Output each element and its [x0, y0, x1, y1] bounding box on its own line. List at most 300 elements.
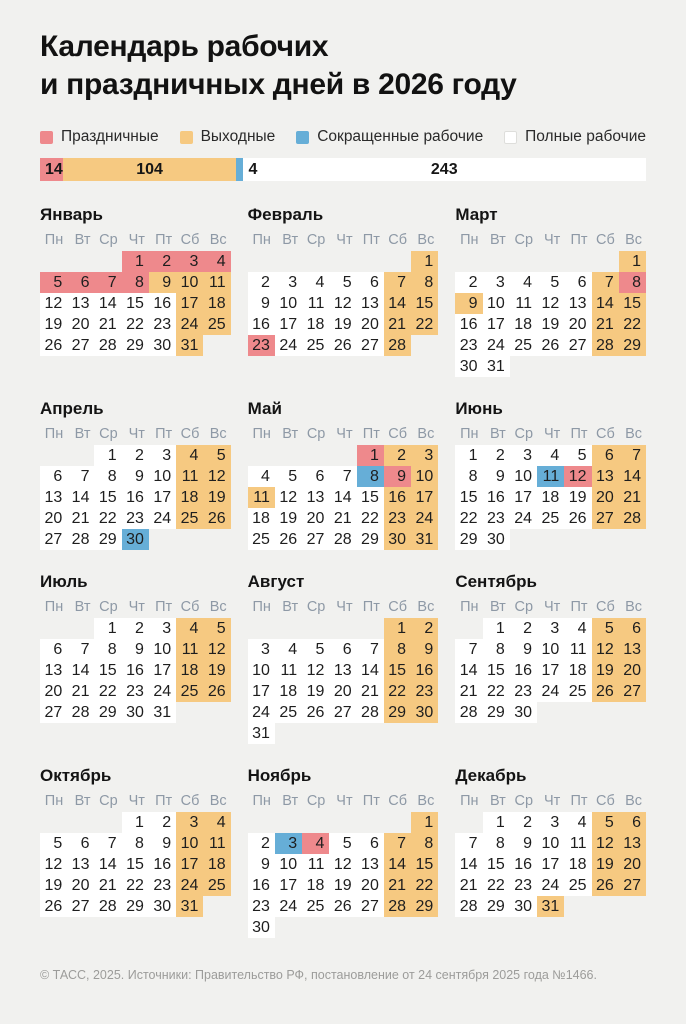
weekday-label: Пн [44, 793, 64, 809]
summary-stacked-bar [40, 158, 646, 181]
legend-item-holiday [40, 128, 159, 146]
day-cell-work: 23 [483, 508, 510, 529]
month-7 [40, 572, 231, 723]
day-cell-work: 30 [248, 917, 275, 938]
day-cell-work: 11 [564, 639, 591, 660]
day-cell-weekend: 29 [619, 335, 646, 356]
day-cell-work: 6 [329, 639, 356, 660]
weekday-label: Пн [460, 232, 479, 248]
day-cell-work: 3 [537, 618, 564, 639]
day-cell-weekend: 7 [592, 272, 619, 293]
day-cell-work: 27 [40, 529, 67, 550]
weekday-label: Пт [570, 599, 588, 615]
weekday-label: Ср [306, 793, 326, 809]
weekday-label: Пт [155, 232, 173, 248]
empty-cell [67, 618, 94, 639]
weekday-label: Сб [180, 232, 200, 248]
day-cell-work: 19 [537, 314, 564, 335]
day-cell-weekend: 31 [537, 896, 564, 917]
day-cell-work: 24 [248, 702, 275, 723]
empty-cell [67, 812, 94, 833]
day-cell-work: 15 [483, 854, 510, 875]
empty-cell [248, 812, 275, 833]
weekday-label: Вт [489, 426, 506, 442]
day-cell-weekend: 10 [176, 833, 203, 854]
day-cell-work: 18 [302, 314, 329, 335]
weekday-label: Ср [99, 232, 118, 248]
month-5 [248, 399, 439, 550]
day-cell-work: 23 [122, 681, 149, 702]
day-cell-work: 12 [537, 293, 564, 314]
day-cell-weekend: 19 [592, 660, 619, 681]
day-cell-weekend: 22 [411, 875, 438, 896]
day-cell-work: 7 [67, 466, 94, 487]
month-day-grid [40, 230, 231, 356]
day-cell-work: 10 [537, 833, 564, 854]
day-cell-work: 26 [564, 508, 591, 529]
day-cell-weekend: 10 [176, 272, 203, 293]
day-cell-work: 28 [357, 702, 384, 723]
weekday-label: Пт [362, 232, 380, 248]
weekday-label: Сб [388, 599, 408, 615]
day-cell-work: 2 [483, 445, 510, 466]
day-cell-weekend: 15 [411, 293, 438, 314]
day-cell-work: 8 [122, 833, 149, 854]
day-cell-work: 16 [122, 660, 149, 681]
day-cell-work: 26 [329, 335, 356, 356]
day-cell-work: 21 [94, 314, 121, 335]
month-title: Декабрь [455, 766, 527, 785]
day-cell-work: 13 [67, 293, 94, 314]
day-cell-work: 30 [510, 896, 537, 917]
day-cell-work: 9 [149, 833, 176, 854]
day-cell-work: 27 [40, 702, 67, 723]
weekday-label: Чт [336, 426, 353, 442]
day-cell-work: 6 [40, 466, 67, 487]
day-cell-weekend: 20 [619, 660, 646, 681]
empty-cell [592, 251, 619, 272]
empty-cell [329, 445, 356, 466]
day-cell-work: 7 [455, 833, 482, 854]
day-cell-weekend: 12 [592, 833, 619, 854]
month-day-grid [248, 230, 439, 356]
day-cell-work: 14 [94, 293, 121, 314]
bar-segment-work [243, 158, 646, 181]
day-cell-work: 21 [455, 875, 482, 896]
month-6 [455, 399, 646, 550]
day-cell-work: 22 [483, 875, 510, 896]
day-cell-short: 8 [357, 466, 384, 487]
day-cell-work: 24 [483, 335, 510, 356]
weekday-label: Сб [180, 599, 200, 615]
weekday-label: Вт [489, 793, 506, 809]
day-cell-work: 8 [94, 639, 121, 660]
day-cell-weekend: 23 [384, 508, 411, 529]
day-cell-work: 22 [94, 681, 121, 702]
day-cell-weekend: 21 [619, 487, 646, 508]
day-cell-weekend: 5 [203, 445, 230, 466]
day-cell-work: 13 [40, 487, 67, 508]
day-cell-work: 30 [149, 896, 176, 917]
day-cell-work: 7 [329, 466, 356, 487]
month-day-grid [455, 791, 646, 917]
day-cell-work: 12 [40, 293, 67, 314]
day-cell-weekend: 4 [176, 618, 203, 639]
day-cell-weekend: 17 [176, 293, 203, 314]
day-cell-work: 17 [537, 854, 564, 875]
legend [40, 128, 646, 146]
day-cell-work: 20 [357, 314, 384, 335]
legend-item-weekend [180, 128, 276, 146]
empty-cell [275, 251, 302, 272]
empty-cell [483, 251, 510, 272]
day-cell-work: 19 [329, 875, 356, 896]
empty-cell [302, 251, 329, 272]
day-cell-weekend: 31 [176, 335, 203, 356]
day-cell-weekend: 18 [176, 487, 203, 508]
weekday-label: Чт [543, 793, 561, 809]
day-cell-work: 16 [248, 875, 275, 896]
weekday-label: Вс [209, 793, 227, 809]
day-cell-work: 28 [94, 896, 121, 917]
day-cell-work: 22 [483, 681, 510, 702]
work-day-swatch-icon [504, 131, 517, 144]
day-cell-work: 23 [149, 875, 176, 896]
day-cell-work: 29 [94, 529, 121, 550]
empty-cell [302, 445, 329, 466]
day-cell-weekend: 21 [384, 875, 411, 896]
day-cell-weekend: 11 [203, 833, 230, 854]
day-cell-weekend: 16 [411, 660, 438, 681]
weekday-label: Вс [417, 232, 435, 248]
day-cell-work: 20 [329, 681, 356, 702]
day-cell-work: 19 [40, 314, 67, 335]
day-cell-work: 12 [40, 854, 67, 875]
day-cell-weekend: 11 [176, 466, 203, 487]
day-cell-holiday: 8 [619, 272, 646, 293]
empty-cell [455, 618, 482, 639]
day-cell-work: 2 [248, 272, 275, 293]
day-cell-weekend: 20 [592, 487, 619, 508]
weekday-label: Пт [362, 793, 380, 809]
day-cell-work: 30 [510, 702, 537, 723]
day-cell-weekend: 18 [203, 854, 230, 875]
day-cell-work: 5 [329, 833, 356, 854]
day-cell-weekend: 1 [619, 251, 646, 272]
footer-note: © ТАСС, 2025. Источники: Правительство РФ, постановление от 24 сентября 2025 года №1466. [40, 968, 597, 982]
day-cell-weekend: 19 [203, 660, 230, 681]
day-cell-work: 18 [275, 681, 302, 702]
day-cell-work: 10 [275, 854, 302, 875]
day-cell-weekend: 3 [411, 445, 438, 466]
holiday-swatch-icon [40, 131, 53, 144]
weekday-label: Пт [570, 793, 588, 809]
weekday-label: Пт [155, 599, 173, 615]
weekday-label: Пт [155, 426, 173, 442]
day-cell-work: 17 [248, 681, 275, 702]
day-cell-work: 22 [455, 508, 482, 529]
day-cell-work: 13 [40, 660, 67, 681]
day-cell-work: 16 [248, 314, 275, 335]
page-title-line2: и праздничных дней в 2026 году [40, 68, 517, 101]
day-cell-weekend: 5 [203, 618, 230, 639]
weekday-label: Ср [514, 232, 534, 248]
day-cell-work: 3 [149, 445, 176, 466]
day-cell-work: 29 [483, 702, 510, 723]
day-cell-work: 16 [455, 314, 482, 335]
month-title: Октябрь [40, 766, 112, 785]
day-cell-work: 27 [564, 335, 591, 356]
weekday-label: Чт [128, 793, 145, 809]
day-cell-weekend: 7 [384, 272, 411, 293]
day-cell-weekend: 15 [384, 660, 411, 681]
day-cell-work: 24 [537, 875, 564, 896]
empty-cell [357, 251, 384, 272]
day-cell-work: 9 [483, 466, 510, 487]
day-cell-work: 10 [248, 660, 275, 681]
weekday-label: Вс [209, 599, 227, 615]
day-cell-weekend: 12 [203, 639, 230, 660]
month-title: Июль [40, 572, 88, 591]
weekday-label: Сб [595, 599, 615, 615]
day-cell-work: 22 [122, 875, 149, 896]
day-cell-weekend: 22 [384, 681, 411, 702]
day-cell-work: 13 [67, 854, 94, 875]
empty-cell [40, 445, 67, 466]
day-cell-weekend: 27 [619, 681, 646, 702]
day-cell-work: 7 [67, 639, 94, 660]
day-cell-work: 28 [67, 529, 94, 550]
empty-cell [94, 251, 121, 272]
empty-cell [564, 251, 591, 272]
weekday-label: Пн [252, 232, 271, 248]
day-cell-work: 30 [122, 702, 149, 723]
day-cell-work: 10 [483, 293, 510, 314]
weekday-label: Вт [282, 232, 299, 248]
day-cell-work: 26 [275, 529, 302, 550]
day-cell-work: 21 [357, 681, 384, 702]
day-cell-work: 6 [302, 466, 329, 487]
month-8 [248, 572, 439, 744]
day-cell-work: 28 [455, 896, 482, 917]
month-title: Январь [40, 205, 104, 224]
day-cell-weekend: 26 [203, 681, 230, 702]
day-cell-work: 18 [510, 314, 537, 335]
day-cell-work: 25 [248, 529, 275, 550]
day-cell-weekend: 27 [592, 508, 619, 529]
day-cell-work: 28 [455, 702, 482, 723]
day-cell-weekend: 25 [176, 508, 203, 529]
empty-cell [455, 812, 482, 833]
day-cell-holiday: 8 [122, 272, 149, 293]
day-cell-work: 29 [357, 529, 384, 550]
day-cell-work: 5 [564, 445, 591, 466]
day-cell-work: 2 [248, 833, 275, 854]
day-cell-weekend: 28 [592, 335, 619, 356]
day-cell-weekend: 1 [411, 812, 438, 833]
work-count: 243 [430, 160, 458, 178]
month-day-grid [248, 597, 439, 744]
day-cell-weekend: 22 [619, 314, 646, 335]
day-cell-weekend: 13 [619, 639, 646, 660]
day-cell-work: 6 [357, 272, 384, 293]
month-10 [40, 766, 231, 917]
day-cell-work: 2 [149, 812, 176, 833]
day-cell-weekend: 14 [619, 466, 646, 487]
weekday-label: Вс [625, 793, 642, 809]
empty-cell [357, 812, 384, 833]
day-cell-weekend: 26 [203, 508, 230, 529]
day-cell-work: 10 [537, 639, 564, 660]
day-cell-work: 15 [455, 487, 482, 508]
day-cell-work: 13 [357, 854, 384, 875]
weekday-label: Пн [44, 599, 64, 615]
day-cell-work: 2 [122, 618, 149, 639]
weekday-label: Чт [128, 599, 145, 615]
day-cell-work: 4 [537, 445, 564, 466]
day-cell-weekend: 6 [592, 445, 619, 466]
day-cell-work: 5 [40, 833, 67, 854]
day-cell-work: 4 [564, 618, 591, 639]
weekday-label: Ср [514, 793, 534, 809]
day-cell-work: 4 [564, 812, 591, 833]
day-cell-work: 23 [510, 875, 537, 896]
weekday-label: Чт [543, 232, 561, 248]
day-cell-weekend: 31 [411, 529, 438, 550]
weekday-label: Ср [99, 426, 118, 442]
day-cell-work: 11 [564, 833, 591, 854]
day-cell-work: 27 [302, 529, 329, 550]
day-cell-work: 6 [67, 833, 94, 854]
day-cell-work: 6 [40, 639, 67, 660]
empty-cell [329, 812, 356, 833]
day-cell-weekend: 6 [619, 812, 646, 833]
day-cell-holiday: 4 [203, 251, 230, 272]
day-cell-weekend: 28 [384, 335, 411, 356]
day-cell-work: 11 [302, 293, 329, 314]
day-cell-weekend: 28 [384, 896, 411, 917]
day-cell-work: 7 [94, 833, 121, 854]
day-cell-work: 19 [40, 875, 67, 896]
day-cell-holiday: 3 [176, 251, 203, 272]
day-cell-weekend: 22 [411, 314, 438, 335]
weekday-label: Ср [306, 232, 326, 248]
month-title: Апрель [40, 399, 104, 418]
day-cell-weekend: 19 [592, 854, 619, 875]
day-cell-work: 7 [455, 639, 482, 660]
day-cell-work: 1 [94, 618, 121, 639]
legend-item-work [504, 128, 646, 146]
day-cell-weekend: 8 [411, 833, 438, 854]
day-cell-weekend: 5 [592, 618, 619, 639]
day-cell-work: 13 [329, 660, 356, 681]
day-cell-work: 26 [40, 335, 67, 356]
day-cell-weekend: 12 [592, 639, 619, 660]
day-cell-work: 3 [149, 618, 176, 639]
day-cell-work: 25 [275, 702, 302, 723]
day-cell-work: 21 [455, 681, 482, 702]
empty-cell [40, 618, 67, 639]
day-cell-work: 3 [537, 812, 564, 833]
weekday-label: Чт [336, 599, 353, 615]
weekday-label: Ср [99, 793, 118, 809]
day-cell-work: 3 [248, 639, 275, 660]
day-cell-weekend: 20 [619, 854, 646, 875]
empty-cell [248, 618, 275, 639]
day-cell-work: 3 [483, 272, 510, 293]
weekday-label: Сб [388, 793, 408, 809]
weekday-label: Ср [306, 426, 326, 442]
weekday-label: Вт [489, 232, 506, 248]
month-title: Февраль [247, 205, 324, 224]
day-cell-work: 10 [510, 466, 537, 487]
day-cell-weekend: 14 [592, 293, 619, 314]
day-cell-weekend: 3 [176, 812, 203, 833]
day-cell-work: 2 [122, 445, 149, 466]
empty-cell [248, 445, 275, 466]
day-cell-work: 17 [537, 660, 564, 681]
day-cell-work: 14 [329, 487, 356, 508]
day-cell-work: 2 [455, 272, 482, 293]
day-cell-work: 26 [329, 896, 356, 917]
day-cell-work: 5 [275, 466, 302, 487]
day-cell-work: 21 [94, 875, 121, 896]
weekday-label: Пн [252, 793, 271, 809]
day-cell-weekend: 17 [411, 487, 438, 508]
day-cell-work: 18 [564, 660, 591, 681]
empty-cell [455, 251, 482, 272]
day-cell-work: 14 [455, 854, 482, 875]
day-cell-weekend: 25 [203, 875, 230, 896]
day-cell-holiday: 23 [248, 335, 275, 356]
weekend-swatch-icon [180, 131, 193, 144]
weekday-label: Сб [595, 793, 615, 809]
month-title: Август [247, 572, 305, 591]
day-cell-work: 19 [329, 314, 356, 335]
month-4 [40, 399, 231, 550]
day-cell-work: 14 [67, 660, 94, 681]
day-cell-work: 27 [329, 702, 356, 723]
day-cell-weekend: 21 [384, 314, 411, 335]
weekday-label: Пн [252, 599, 271, 615]
day-cell-work: 23 [149, 314, 176, 335]
page-title-line1: Календарь рабочих [40, 30, 329, 63]
day-cell-work: 29 [122, 896, 149, 917]
bar-segment-short [236, 158, 243, 181]
day-cell-work: 2 [510, 812, 537, 833]
day-cell-short: 11 [537, 466, 564, 487]
month-title: Май [247, 399, 282, 418]
day-cell-work: 8 [483, 639, 510, 660]
empty-cell [40, 251, 67, 272]
day-cell-work: 1 [483, 618, 510, 639]
weekday-label: Чт [336, 232, 353, 248]
empty-cell [384, 251, 411, 272]
day-cell-holiday: 7 [94, 272, 121, 293]
day-cell-weekend: 13 [619, 833, 646, 854]
day-cell-work: 31 [483, 356, 510, 377]
day-cell-work: 18 [537, 487, 564, 508]
empty-cell [302, 618, 329, 639]
day-cell-work: 12 [329, 854, 356, 875]
day-cell-work: 16 [149, 293, 176, 314]
weekday-label: Вс [625, 426, 642, 442]
day-cell-work: 8 [455, 466, 482, 487]
day-cell-work: 22 [357, 508, 384, 529]
day-cell-work: 20 [40, 508, 67, 529]
month-day-grid [455, 424, 646, 550]
day-cell-weekend: 17 [176, 854, 203, 875]
